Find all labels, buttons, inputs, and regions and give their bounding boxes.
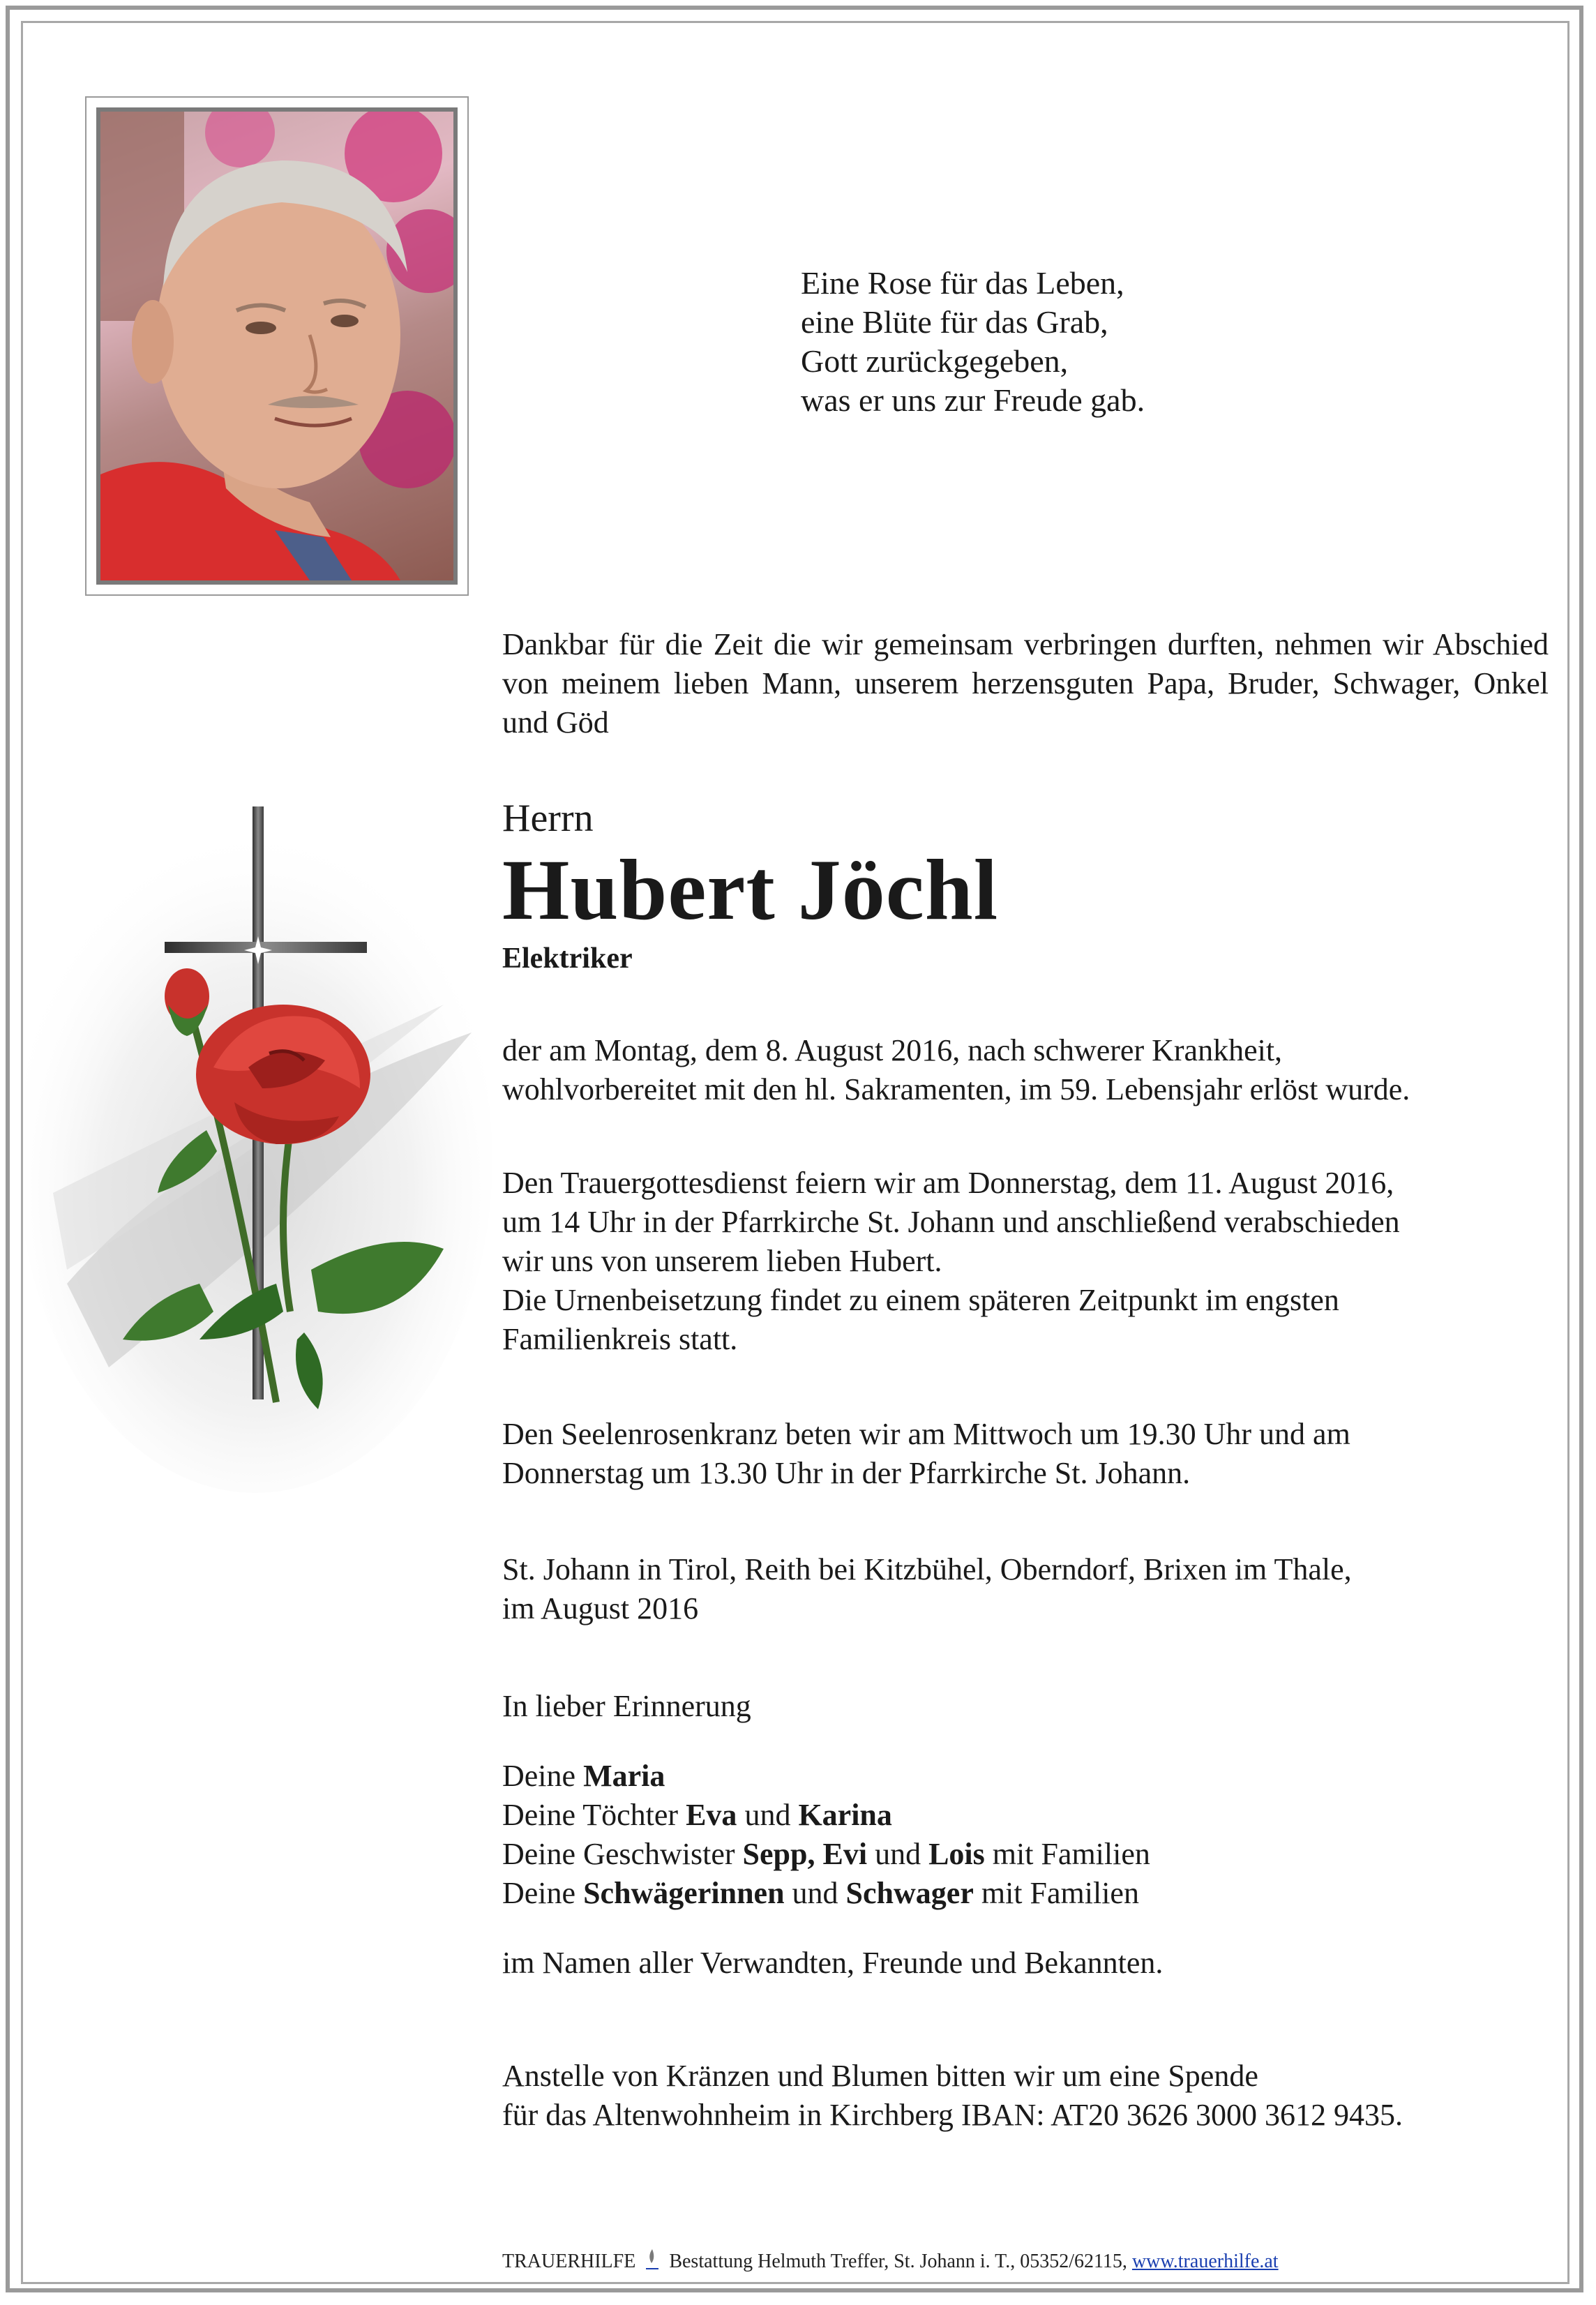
signer-prefix: Deine Töchter bbox=[502, 1798, 686, 1832]
funeral-line: Den Trauergottesdienst feiern wir am Donnerstag, dem 11. August 2016, bbox=[502, 1166, 1394, 1200]
funeral-line: Die Urnenbeisetzung findet zu einem späteren Zeitpunkt im engsten bbox=[502, 1283, 1339, 1317]
rosary-line: Den Seelenrosenkranz beten wir am Mittwoch um 19.30 Uhr und am bbox=[502, 1417, 1350, 1451]
death-notice-line: wohlvorbereitet mit den hl. Sakramenten, im 59. Lebensjahr erlöst wurde. bbox=[502, 1072, 1410, 1106]
signer-name: Schwager bbox=[845, 1876, 974, 1910]
relatives-line: im Namen aller Verwandten, Freunde und Bekannten. bbox=[502, 1946, 1164, 1980]
footer-brand: TRAUERHILFE bbox=[502, 2251, 636, 2272]
signer-line bbox=[502, 1757, 1549, 1796]
funeral-line: Familienkreis statt. bbox=[502, 1322, 738, 1356]
signer-prefix: Deine Geschwister bbox=[502, 1837, 743, 1871]
portrait-frame bbox=[85, 96, 469, 596]
poem bbox=[801, 264, 1145, 420]
rosary-line: Donnerstag um 13.30 Uhr in der Pfarrkirche St. Johann. bbox=[502, 1456, 1191, 1490]
donation-request bbox=[502, 2057, 1549, 2135]
signer-name: Karina bbox=[798, 1798, 892, 1832]
signer-name: Maria bbox=[583, 1759, 665, 1793]
signer-name: Schwägerinnen bbox=[583, 1876, 785, 1910]
poem-line: Eine Rose für das Leben, bbox=[801, 265, 1124, 301]
poem-line: was er uns zur Freude gab. bbox=[801, 382, 1145, 418]
place-date-line: im August 2016 bbox=[502, 1591, 699, 1625]
funeral-line: um 14 Uhr in der Pfarrkirche St. Johann und anschließend verabschieden bbox=[502, 1205, 1400, 1239]
intro-text: Dankbar für die Zeit die wir gemeinsam verbringen durften, nehmen wir Abschied von meinem lieben Mann, unserem herzensguten Papa, Bruder, Schwager, Onkel und Göd bbox=[502, 627, 1549, 739]
signer-line bbox=[502, 1835, 1549, 1874]
death-notice bbox=[502, 1031, 1549, 1109]
signers bbox=[502, 1757, 1549, 1913]
signer-conjunction: und bbox=[867, 1837, 929, 1871]
funeral-line: wir uns von unserem lieben Hubert. bbox=[502, 1244, 942, 1278]
death-notice-line: der am Montag, dem 8. August 2016, nach schwerer Krankheit, bbox=[502, 1033, 1283, 1067]
trauerhilfe-logo-icon bbox=[643, 2248, 661, 2273]
signer-name: Lois bbox=[928, 1837, 985, 1871]
poem-line: eine Blüte für das Grab, bbox=[801, 304, 1108, 340]
salutation: Herrn bbox=[502, 797, 594, 840]
signer-line bbox=[502, 1796, 1549, 1835]
signer-name: Sepp, Evi bbox=[742, 1837, 868, 1871]
signer-line bbox=[502, 1874, 1549, 1913]
signer-conjunction: und bbox=[784, 1876, 846, 1910]
deceased-name: Hubert Jöchl bbox=[502, 842, 999, 938]
signer-prefix: Deine bbox=[502, 1876, 584, 1910]
memory-line: In lieber Erinnerung bbox=[502, 1689, 751, 1723]
portrait-photo bbox=[96, 107, 458, 585]
place-date-line: St. Johann in Tirol, Reith bei Kitzbühel, Oberndorf, Brixen im Thale, bbox=[502, 1552, 1352, 1586]
signer-prefix: Deine bbox=[502, 1759, 584, 1793]
signer-suffix: mit Familien bbox=[984, 1837, 1150, 1871]
signer-conjunction: und bbox=[737, 1798, 799, 1832]
footer-website-link[interactable]: www.trauerhilfe.at bbox=[1131, 2251, 1279, 2272]
portrait-image bbox=[100, 112, 453, 580]
signer-suffix: mit Familien bbox=[973, 1876, 1139, 1910]
cross-rose-icon bbox=[25, 739, 499, 1507]
cross-rose-graphic bbox=[25, 739, 499, 1507]
place-date bbox=[502, 1550, 1549, 1628]
funeral-info bbox=[502, 1164, 1549, 1359]
rosary-info bbox=[502, 1415, 1549, 1493]
donation-line: für das Altenwohnheim in Kirchberg IBAN: AT20 3626 3000 3612 9435. bbox=[502, 2098, 1403, 2132]
footer-text: Bestattung Helmuth Treffer, St. Johann i. T., 05352/62115, bbox=[669, 2251, 1132, 2272]
signer-name: Eva bbox=[686, 1798, 737, 1832]
occupation: Elektriker bbox=[502, 943, 633, 975]
donation-line: Anstelle von Kränzen und Blumen bitten wir um eine Spende bbox=[502, 2059, 1258, 2093]
poem-line: Gott zurückgegeben, bbox=[801, 343, 1069, 379]
footer bbox=[502, 2248, 1279, 2274]
